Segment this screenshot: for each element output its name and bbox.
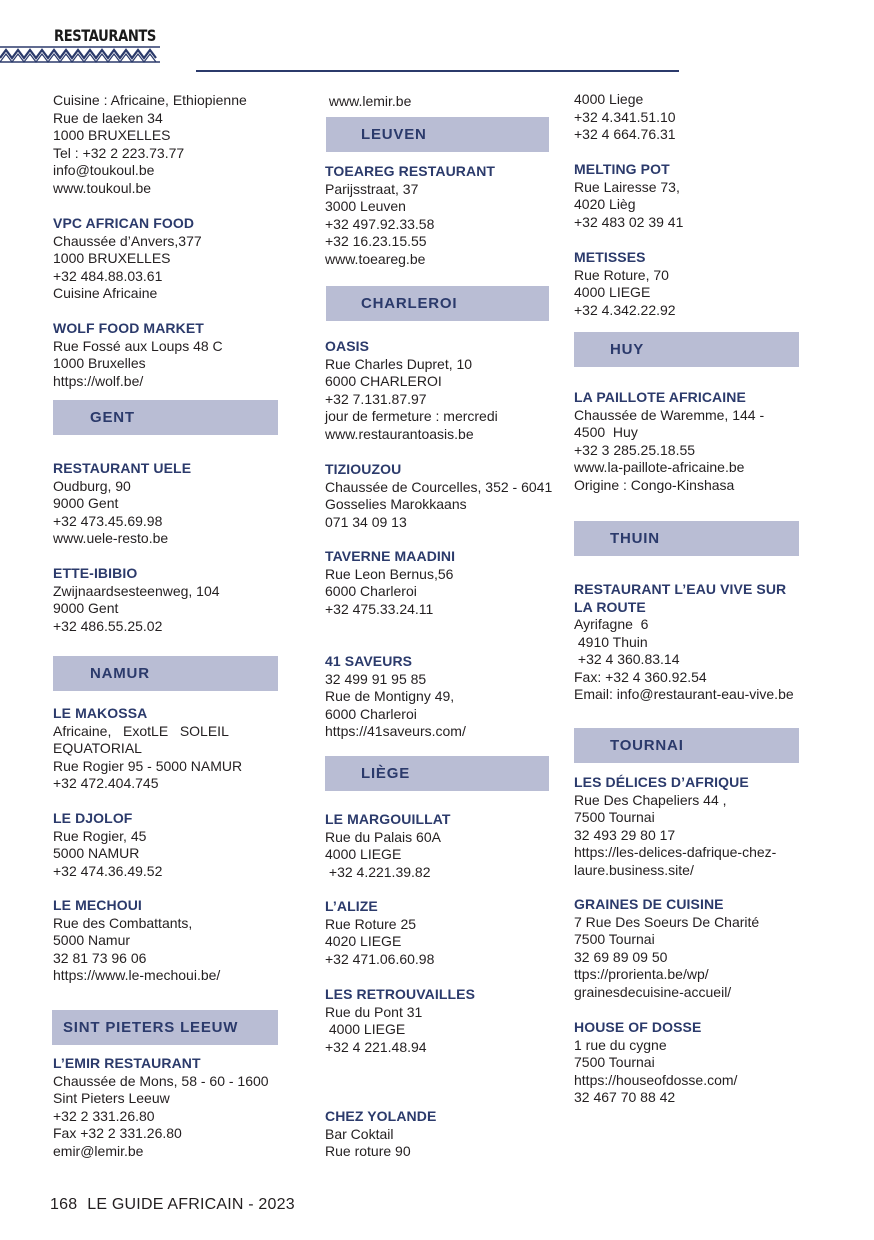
listing-lalize — [325, 898, 565, 968]
listing-lemir-website — [325, 93, 565, 111]
listing-detail-line: +32 4.221.39.82 — [325, 863, 431, 880]
listing-detail-line: Sint Pieters Leeuw — [53, 1090, 170, 1106]
listing-detail-line: 9000 Gent — [53, 600, 119, 616]
city-band-liege — [325, 756, 549, 791]
zigzag-pattern-decoration — [0, 45, 160, 63]
city-heading: LIÈGE — [361, 765, 411, 782]
listing-detail-line: +32 475.33.24.11 — [325, 600, 434, 617]
city-heading: GENT — [90, 409, 135, 426]
city-band-leuven — [326, 117, 549, 152]
listing-detail-line: Rue Fossé aux Loups 48 C — [53, 337, 223, 354]
restaurant-name: LA PAILLOTE AFRICAINE — [574, 389, 746, 405]
listing-detail-line: Rue Charles Dupret, 10 — [325, 355, 473, 372]
publication-title: LE GUIDE AFRICAIN - 2023 — [87, 1196, 295, 1213]
listing-detail-line: +32 4.342.22.92 — [574, 301, 676, 318]
restaurant-name-continued: LA ROUTE — [574, 598, 646, 615]
restaurant-name: ETTE-IBIBIO — [53, 565, 138, 581]
listing-detail-line: 1 rue du cygne — [574, 1036, 667, 1053]
restaurant-name: LE MARGOUILLAT — [325, 811, 451, 827]
listing-detail-line: 1000 BRUXELLES — [53, 250, 171, 266]
listing-detail-line: +32 4 360.83.14 — [574, 651, 680, 667]
listing-detail-line: Rue Lairesse 73, — [574, 178, 680, 195]
listing-detail-line: Rue Rogier 95 - 5000 NAMUR — [53, 757, 243, 774]
city-heading: NAMUR — [90, 665, 150, 682]
listing-detail-line: 4500 Huy — [574, 424, 638, 440]
restaurant-name: LE MECHOUI — [53, 897, 142, 913]
listing-detail-line: Zwijnaardsesteenweg, 104 — [53, 582, 220, 599]
listing-detail-line: 4020 Lièg — [574, 196, 636, 212]
listing-detail-line[interactable]: https://41saveurs.com/ — [325, 723, 466, 739]
listing-detail-line: Tel : +32 2 223.73.77 — [53, 144, 185, 161]
restaurant-name: CHEZ YOLANDE — [325, 1108, 437, 1124]
restaurant-name: HOUSE OF DOSSE — [574, 1019, 702, 1035]
listing-detail-line: 32 493 29 80 17 — [574, 826, 676, 843]
restaurant-name: L’ALIZE — [325, 898, 378, 914]
listing-detail-line: Chaussée d’Anvers,377 — [53, 232, 202, 249]
listing-detail-line[interactable]: www.toeareg.be — [325, 250, 426, 267]
listing-melting-pot — [574, 161, 814, 231]
listing-detail-line: 1000 BRUXELLES — [53, 127, 171, 143]
listing-detail-line: grainesdecuisine-accueil/ — [574, 983, 732, 1000]
city-band-sint-pieters-leeuw — [52, 1010, 278, 1045]
listing-detail-line: +32 483 02 39 41 — [574, 213, 684, 230]
listing-tiziouzou — [325, 461, 565, 531]
listing-detail-line: Rue des Combattants, — [53, 914, 193, 931]
listing-detail-line: 4000 Liege — [574, 91, 644, 107]
listing-detail-line: 9000 Gent — [53, 495, 119, 511]
listing-detail-line: +32 16.23.15.55 — [325, 233, 427, 249]
listing-detail-line: Origine : Congo-Kinshasa — [574, 476, 735, 493]
listing-detail-line: 3000 Leuven — [325, 198, 406, 214]
page-footer — [50, 1196, 295, 1214]
listing-detail-line[interactable]: www.la-paillote-africaine.be — [574, 459, 745, 475]
listing-detail-line: EQUATORIAL — [53, 740, 142, 756]
listing-detail-line: +32 4.341.51.10 — [574, 108, 676, 125]
listing-detail-line[interactable]: https://les-delices-dafrique-chez- — [574, 844, 777, 860]
listing-detail-line: Rue Leon Bernus,56 — [325, 565, 454, 582]
city-heading: THUIN — [610, 530, 660, 547]
listing-lemir-restaurant — [53, 1055, 293, 1160]
restaurant-name: TIZIOUZOU — [325, 461, 402, 477]
listing-detail-line: Chaussée de Waremme, 144 - — [574, 406, 765, 423]
listing-detail-line: +32 4 664.76.31 — [574, 126, 676, 142]
listing-detail-line: Rue du Pont 31 — [325, 1003, 423, 1020]
listing-detail-line: Rue du Palais 60A — [325, 828, 441, 845]
restaurant-name: TAVERNE MAADINI — [325, 548, 456, 564]
section-title: RESTAURANTS — [54, 26, 156, 45]
listing-detail-line: 32 499 91 95 85 — [325, 670, 427, 687]
listing-detail-line: 4910 Thuin — [574, 633, 648, 650]
listing-liege-continued — [574, 91, 814, 144]
listing-detail-line: Rue Roture, 70 — [574, 266, 669, 283]
listing-restaurant-uele — [53, 460, 293, 548]
restaurant-name: OASIS — [325, 338, 370, 354]
listing-detail-line: Fax +32 2 331.26.80 — [53, 1125, 182, 1141]
listing-detail-line[interactable]: www.restaurantoasis.be — [325, 425, 474, 442]
restaurant-name: GRAINES DE CUISINE — [574, 896, 724, 912]
city-heading: TOURNAI — [610, 737, 684, 754]
listing-detail-line: 5000 Namur — [53, 932, 131, 948]
city-heading: SINT PIETERS LEEUW — [63, 1019, 239, 1036]
listing-detail-line[interactable]: https://houseofdosse.com/ — [574, 1071, 738, 1088]
listing-les-retrouvailles — [325, 986, 565, 1056]
listing-detail-line[interactable]: info@toukoul.be — [53, 162, 155, 178]
listing-detail-line: 071 34 09 13 — [325, 513, 407, 530]
listing-le-mechoui — [53, 897, 293, 985]
listing-detail-line: 32 81 73 96 06 — [53, 949, 147, 966]
listing-detail-line: 7500 Tournai — [574, 809, 655, 825]
listing-wolf-food-market — [53, 320, 293, 390]
listing-detail-line[interactable]: www.lemir.be — [325, 93, 412, 109]
listing-house-of-dosse — [574, 1019, 814, 1107]
listing-detail-line[interactable]: https://wolf.be/ — [53, 372, 144, 389]
listing-oasis — [325, 338, 565, 443]
listing-la-paillote-africaine — [574, 389, 814, 494]
listing-detail-line: +32 2 331.26.80 — [53, 1107, 155, 1124]
listing-detail-line: jour de fermeture : mercredi — [325, 408, 498, 424]
listing-detail-line: Gosselies Marokkaans — [325, 496, 467, 512]
listing-detail-line: 4000 LIEGE — [325, 846, 402, 862]
listing-41-saveurs — [325, 653, 565, 741]
listing-detail-line: Ayrifagne 6 — [574, 616, 649, 632]
listing-le-djolof — [53, 810, 293, 880]
listing-detail-line: 6000 Charleroi — [325, 583, 417, 599]
restaurant-name: WOLF FOOD MARKET — [53, 320, 204, 336]
listing-detail-line: Chaussée de Mons, 58 - 60 - 1600 — [53, 1072, 269, 1089]
restaurant-name: LE MAKOSSA — [53, 705, 148, 721]
listing-detail-line: 7 Rue Des Soeurs De Charité — [574, 913, 760, 930]
restaurant-name: VPC AFRICAN FOOD — [53, 215, 195, 231]
listing-detail-line: +32 474.36.49.52 — [53, 862, 163, 879]
listing-detail-line: Fax: +32 4 360.92.54 — [574, 668, 707, 685]
listing-detail-line: 4000 LIEGE — [574, 284, 651, 300]
listing-detail-line: 5000 NAMUR — [53, 845, 140, 861]
restaurant-name: LE DJOLOF — [53, 810, 133, 826]
listing-detail-line: Rue de Montigny 49, — [325, 688, 455, 704]
listing-detail-line: 32 69 89 09 50 — [574, 948, 668, 965]
listing-chez-yolande — [325, 1108, 565, 1161]
restaurant-name: METISSES — [574, 249, 646, 265]
listing-detail-line: Rue Des Chapeliers 44 , — [574, 791, 727, 808]
restaurant-name: RESTAURANT UELE — [53, 460, 192, 476]
listing-detail-line: Rue roture 90 — [325, 1143, 411, 1159]
listing-detail-line: 7500 Tournai — [574, 931, 655, 947]
restaurant-name: LES DÉLICES D’AFRIQUE — [574, 774, 749, 790]
city-band-thuin — [574, 521, 799, 556]
city-band-tournai — [574, 728, 799, 763]
listing-detail-line: Rue de laeken 34 — [53, 109, 163, 126]
listing-detail-line: +32 4 221.48.94 — [325, 1038, 427, 1055]
listing-detail-line[interactable]: www.toukoul.be — [53, 179, 152, 196]
listing-detail-line: 7500 Tournai — [574, 1054, 655, 1070]
city-band-charleroi — [326, 286, 549, 321]
listing-detail-line: Cuisine Africaine — [53, 285, 158, 301]
listing-detail-line: 6000 CHARLEROI — [325, 373, 442, 389]
listing-detail-line: Africaine, ExotLE SOLEIL — [53, 722, 229, 739]
listing-restaurant-leau-vive — [574, 581, 814, 704]
listing-detail-line: 32 467 70 88 42 — [574, 1089, 676, 1105]
listing-detail-line: Chaussée de Courcelles, 352 - 6041 — [325, 478, 553, 495]
listing-detail-line: Cuisine : Africaine, Ethiopienne — [53, 92, 247, 108]
listing-toukoul — [53, 92, 293, 197]
listing-le-margouillat — [325, 811, 565, 881]
listing-toeareg-restaurant — [325, 163, 565, 268]
listing-detail-line: 1000 Bruxelles — [53, 355, 146, 371]
listing-detail-line: +32 497.92.33.58 — [325, 215, 435, 232]
listing-detail-line: laure.business.site/ — [574, 861, 694, 878]
city-heading: LEUVEN — [361, 126, 427, 143]
listing-metisses — [574, 249, 814, 319]
city-band-namur — [53, 656, 278, 691]
listing-le-makossa — [53, 705, 293, 793]
listing-les-delices-dafrique — [574, 774, 814, 879]
restaurant-name: RESTAURANT L’EAU VIVE SUR — [574, 581, 787, 597]
listing-detail-line: 4000 LIEGE — [325, 1021, 406, 1037]
listing-detail-line[interactable]: emir@lemir.be — [53, 1142, 144, 1159]
listing-detail-line: +32 472.404.745 — [53, 775, 159, 791]
restaurant-name: 41 SAVEURS — [325, 653, 413, 669]
city-heading: CHARLEROI — [361, 295, 458, 312]
listing-taverne-maadini — [325, 548, 565, 618]
listing-detail-line: Parijsstraat, 37 — [325, 180, 419, 197]
listing-detail-line: Rue Roture 25 — [325, 915, 417, 932]
listing-graines-de-cuisine — [574, 896, 814, 1001]
listing-detail-line: +32 486.55.25.02 — [53, 617, 163, 634]
header-rule — [196, 70, 679, 72]
listing-detail-line[interactable]: Email: info@restaurant-eau-vive.be — [574, 686, 794, 702]
listing-detail-line[interactable]: www.uele-resto.be — [53, 530, 169, 546]
listing-detail-line: +32 3 285.25.18.55 — [574, 441, 696, 458]
listing-vpc-african-food — [53, 215, 293, 303]
listing-detail-line: Bar Coktail — [325, 1125, 394, 1142]
restaurant-name: L’EMIR RESTAURANT — [53, 1055, 201, 1071]
listing-detail-line: Rue Rogier, 45 — [53, 827, 147, 844]
listing-detail-line[interactable]: ttps://prorienta.be/wp/ — [574, 966, 709, 982]
listing-detail-line: +32 473.45.69.98 — [53, 512, 163, 529]
restaurant-name: MELTING POT — [574, 161, 670, 177]
listing-detail-line: Oudburg, 90 — [53, 477, 131, 494]
listing-ette-ibibio — [53, 565, 293, 635]
page-number: 168 — [50, 1196, 78, 1213]
restaurant-name: LES RETROUVAILLES — [325, 986, 476, 1002]
listing-detail-line: 4020 LIEGE — [325, 933, 402, 949]
listing-detail-line[interactable]: https://www.le-mechoui.be/ — [53, 967, 221, 983]
listing-detail-line: +32 471.06.60.98 — [325, 950, 435, 967]
listing-detail-line: +32 484.88.03.61 — [53, 267, 163, 284]
city-band-gent — [53, 400, 278, 435]
listing-detail-line: +32 7.131.87.97 — [325, 390, 427, 407]
city-band-huy — [574, 332, 799, 367]
listing-detail-line: 6000 Charleroi — [325, 705, 417, 722]
restaurant-name: TOEAREG RESTAURANT — [325, 163, 496, 179]
city-heading: HUY — [610, 341, 645, 358]
